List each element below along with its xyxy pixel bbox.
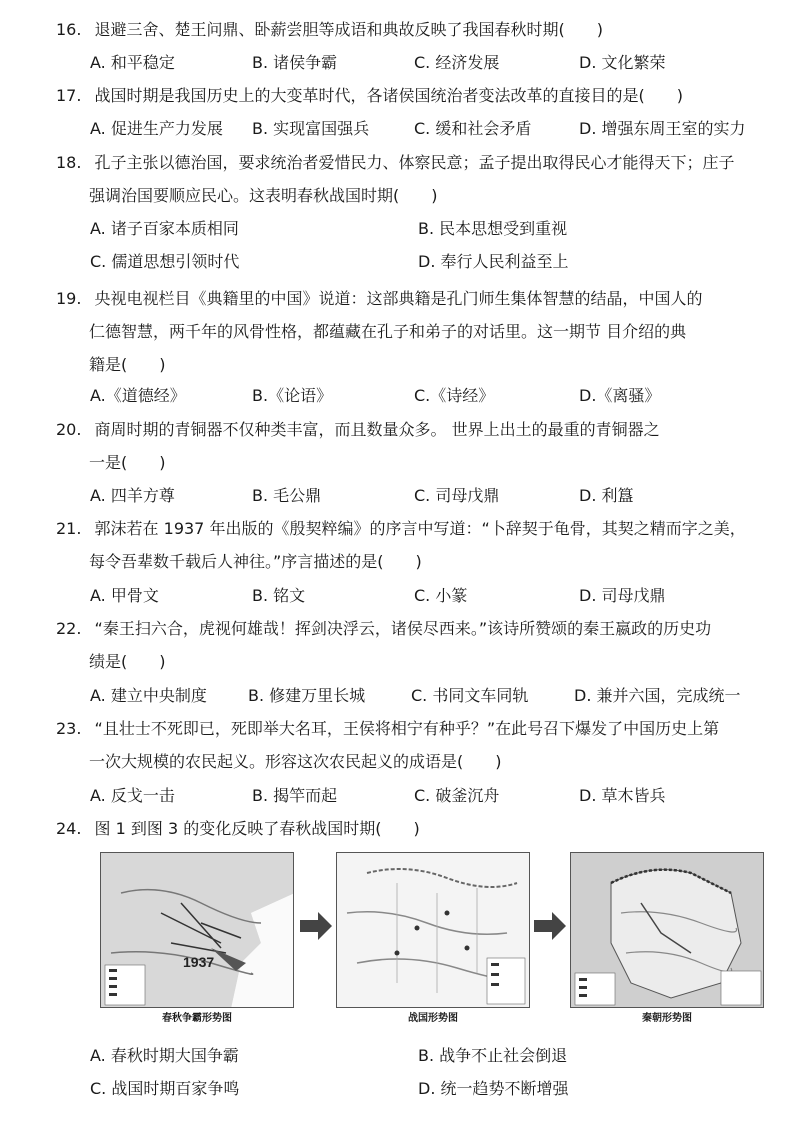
question-23 xyxy=(56,719,719,739)
option-d[interactable]: D. 文化繁荣 xyxy=(579,53,666,72)
question-16 xyxy=(56,20,603,40)
question-text: 图 1 到图 3 的变化反映了春秋战国时期( ) xyxy=(94,819,420,838)
option-d[interactable]: D. 兼并六国，完成统一 xyxy=(574,686,741,705)
arrow-right-icon xyxy=(298,908,334,944)
arrow-right-icon xyxy=(532,908,568,944)
option-d[interactable]: D. 利簋 xyxy=(579,486,634,505)
map-spring-autumn xyxy=(100,852,294,1028)
option-a[interactable]: A. 促进生产力发展 xyxy=(90,119,223,138)
option-c[interactable]: C. 司母戊鼎 xyxy=(414,486,500,505)
map-frame xyxy=(570,852,764,1008)
map-warring-states xyxy=(336,852,530,1028)
map-frame xyxy=(336,852,530,1008)
option-d[interactable]: D. 司母戊鼎 xyxy=(579,586,666,605)
map-caption: 战国形势图 xyxy=(408,1013,458,1024)
option-a[interactable]: A. 春秋时期大国争霸 xyxy=(90,1046,239,1065)
map-figure xyxy=(100,852,766,1028)
question-text: 商周时期的青铜器不仅种类丰富，而且数量众多。 世界上出土的最重的青铜器之 xyxy=(94,420,660,439)
question-number: 19. xyxy=(56,289,82,308)
map-illustration xyxy=(337,853,530,1008)
option-a[interactable]: A. 和平稳定 xyxy=(90,53,175,72)
option-c[interactable]: C. 破釜沉舟 xyxy=(414,786,500,805)
option-a[interactable]: A. 四羊方尊 xyxy=(90,486,175,505)
option-b[interactable]: B. 战争不止社会倒退 xyxy=(418,1046,568,1065)
option-a[interactable]: A. 反戈一击 xyxy=(90,786,175,805)
question-text: 战国时期是我国历史上的大变革时代，各诸侯国统治者变法改革的直接目的是( ) xyxy=(94,86,684,105)
option-d[interactable]: D. 增强东周王室的实力 xyxy=(579,119,746,138)
option-a[interactable]: A.《道德经》 xyxy=(90,386,186,405)
question-text: 退避三舍、楚王问鼎、卧薪尝胆等成语和典故反映了我国春秋时期( ) xyxy=(94,20,604,39)
option-c[interactable]: C.《诗经》 xyxy=(414,386,495,405)
question-text-cont: 一是( ) xyxy=(89,453,166,472)
question-text-cont: 籍是( ) xyxy=(89,355,166,374)
question-number: 23. xyxy=(56,719,82,738)
map-illustration xyxy=(571,853,764,1008)
question-number: 20. xyxy=(56,420,82,439)
question-20 xyxy=(56,420,660,440)
option-c[interactable]: C. 书同文车同轨 xyxy=(411,686,529,705)
map-illustration xyxy=(101,853,294,1008)
option-a[interactable]: A. 建立中央制度 xyxy=(90,686,207,705)
option-b[interactable]: B. 修建万里长城 xyxy=(248,686,366,705)
map-year-label: 1937 xyxy=(183,954,215,970)
question-text: “且壮士不死即已，死即举大名耳，王侯将相宁有种乎？”在此号召下爆发了中国历史上第 xyxy=(94,719,720,738)
option-a[interactable]: A. 甲骨文 xyxy=(90,586,159,605)
question-number: 22. xyxy=(56,619,82,638)
option-b[interactable]: B. 实现富国强兵 xyxy=(252,119,370,138)
question-21 xyxy=(56,519,746,539)
option-b[interactable]: B. 民本思想受到重视 xyxy=(418,219,568,238)
option-c[interactable]: C. 小篆 xyxy=(414,586,468,605)
option-a[interactable]: A. 诸子百家本质相同 xyxy=(90,219,239,238)
map-qin-dynasty xyxy=(570,852,764,1028)
map-caption: 春秋争霸形势图 xyxy=(162,1013,232,1024)
question-19 xyxy=(56,289,703,309)
option-b[interactable]: B. 诸侯争霸 xyxy=(252,53,338,72)
option-c[interactable]: C. 战国时期百家争鸣 xyxy=(90,1079,240,1098)
option-b[interactable]: B.《论语》 xyxy=(252,386,333,405)
question-number: 17. xyxy=(56,86,82,105)
question-text-cont: 强调治国要顺应民心。这表明春秋战国时期( ) xyxy=(89,186,438,205)
option-b[interactable]: B. 揭竿而起 xyxy=(252,786,338,805)
question-text: “秦王扫六合，虎视何雄哉！挥剑决浮云，诸侯尽西来。”该诗所赞颂的秦王嬴政的历史功 xyxy=(94,619,712,638)
question-number: 21. xyxy=(56,519,82,538)
question-17 xyxy=(56,86,683,106)
option-c[interactable]: C. 儒道思想引领时代 xyxy=(90,252,240,271)
question-text-cont: 一次大规模的农民起义。形容这次农民起义的成语是( ) xyxy=(89,752,502,771)
option-d[interactable]: D. 奉行人民利益至上 xyxy=(418,252,569,271)
question-text: 央视电视栏目《典籍里的中国》说道：这部典籍是孔门师生集体智慧的结晶，中国人的 xyxy=(94,289,703,308)
question-text-cont: 每令吾辈数千载后人神往。”序言描述的是( ) xyxy=(89,552,422,571)
option-c[interactable]: C. 缓和社会矛盾 xyxy=(414,119,532,138)
question-text: 郭沫若在 1937 年出版的《殷契粹编》的序言中写道：“卜辞契于龟骨，其契之精而字之美， xyxy=(94,519,746,538)
option-d[interactable]: D. 统一趋势不断增强 xyxy=(418,1079,569,1098)
option-d[interactable]: D.《离骚》 xyxy=(579,386,661,405)
option-b[interactable]: B. 毛公鼎 xyxy=(252,486,322,505)
question-number: 18. xyxy=(56,153,82,172)
question-number: 16. xyxy=(56,20,82,39)
question-24 xyxy=(56,819,420,839)
question-18 xyxy=(56,153,735,173)
question-22 xyxy=(56,619,711,639)
question-text-cont: 仁德智慧，两千年的风骨性格，都蕴藏在孔子和弟子的对话里。这一期节 目介绍的典 xyxy=(89,322,687,341)
question-text: 孔子主张以德治国，要求统治者爱惜民力、体察民意；孟子提出取得民心才能得天下；庄子 xyxy=(94,153,735,172)
option-c[interactable]: C. 经济发展 xyxy=(414,53,500,72)
question-text-cont: 绩是( ) xyxy=(89,652,166,671)
option-d[interactable]: D. 草木皆兵 xyxy=(579,786,666,805)
option-b[interactable]: B. 铭文 xyxy=(252,586,306,605)
map-frame xyxy=(100,852,294,1008)
map-caption: 秦朝形势图 xyxy=(642,1013,692,1024)
question-number: 24. xyxy=(56,819,82,838)
